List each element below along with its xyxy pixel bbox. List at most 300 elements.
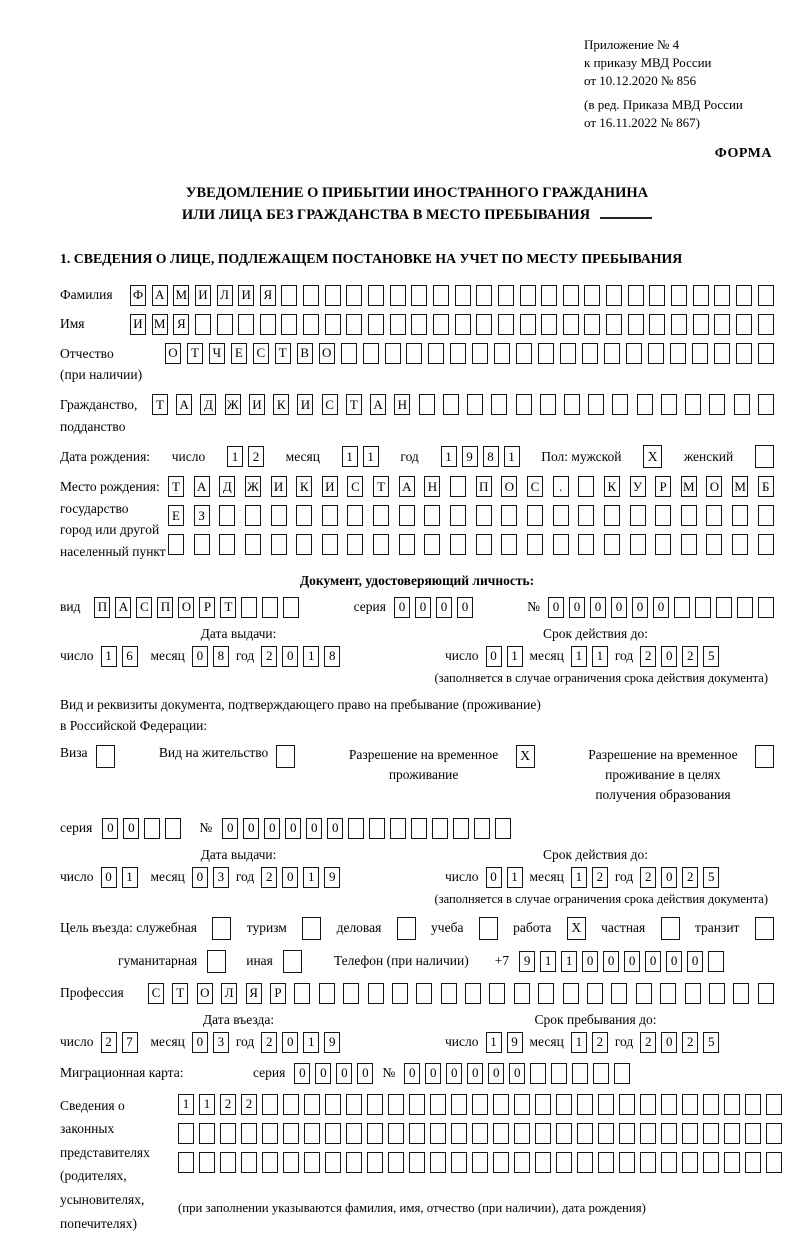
char-cell[interactable]: 1 xyxy=(540,951,556,972)
char-cell[interactable] xyxy=(535,1123,551,1144)
official-checkbox[interactable] xyxy=(212,917,231,940)
char-cell[interactable]: Н xyxy=(394,394,410,415)
char-cell[interactable] xyxy=(296,534,312,555)
char-cell[interactable] xyxy=(217,314,233,335)
char-cell[interactable]: 1 xyxy=(227,446,243,467)
char-cell[interactable] xyxy=(411,285,427,306)
char-cell[interactable]: 0 xyxy=(336,1063,352,1084)
char-cell[interactable] xyxy=(681,534,697,555)
char-cell[interactable]: 0 xyxy=(222,818,238,839)
char-cell[interactable] xyxy=(716,597,732,618)
char-cell[interactable]: 6 xyxy=(122,646,138,667)
char-cell[interactable] xyxy=(706,534,722,555)
char-cell[interactable] xyxy=(341,343,357,364)
char-cell[interactable] xyxy=(178,1123,194,1144)
char-cell[interactable] xyxy=(598,1123,614,1144)
char-cell[interactable] xyxy=(661,1123,677,1144)
char-cell[interactable] xyxy=(734,394,750,415)
private-checkbox[interactable] xyxy=(661,917,680,940)
char-cell[interactable]: 0 xyxy=(569,597,585,618)
char-cell[interactable]: Т xyxy=(152,394,168,415)
char-cell[interactable] xyxy=(614,1063,630,1084)
char-cell[interactable]: П xyxy=(476,476,492,497)
char-cell[interactable] xyxy=(424,534,440,555)
char-cell[interactable]: С xyxy=(253,343,269,364)
char-cell[interactable]: 0 xyxy=(315,1063,331,1084)
char-cell[interactable] xyxy=(577,1123,593,1144)
char-cell[interactable] xyxy=(294,983,310,1004)
char-cell[interactable]: 0 xyxy=(653,597,669,618)
char-cell[interactable]: Я xyxy=(260,285,276,306)
char-cell[interactable] xyxy=(260,314,276,335)
char-cell[interactable] xyxy=(271,505,287,526)
char-cell[interactable]: 5 xyxy=(703,646,719,667)
char-cell[interactable] xyxy=(541,314,557,335)
char-cell[interactable] xyxy=(241,597,257,618)
char-cell[interactable] xyxy=(219,505,235,526)
char-cell[interactable] xyxy=(498,314,514,335)
char-cell[interactable]: К xyxy=(296,476,312,497)
char-cell[interactable]: Р xyxy=(270,983,286,1004)
char-cell[interactable] xyxy=(758,505,774,526)
transit-checkbox[interactable] xyxy=(755,917,774,940)
char-cell[interactable] xyxy=(612,394,628,415)
char-cell[interactable] xyxy=(564,394,580,415)
char-cell[interactable]: 1 xyxy=(571,646,587,667)
char-cell[interactable] xyxy=(670,343,686,364)
char-cell[interactable] xyxy=(409,1152,425,1173)
char-cell[interactable]: К xyxy=(273,394,289,415)
char-cell[interactable]: 0 xyxy=(509,1063,525,1084)
char-cell[interactable] xyxy=(347,534,363,555)
male-checkbox[interactable]: X xyxy=(643,445,662,468)
char-cell[interactable] xyxy=(714,314,730,335)
char-cell[interactable]: 1 xyxy=(342,446,358,467)
char-cell[interactable] xyxy=(195,314,211,335)
char-cell[interactable]: А xyxy=(115,597,131,618)
char-cell[interactable]: 0 xyxy=(486,646,502,667)
char-cell[interactable]: 1 xyxy=(504,446,520,467)
char-cell[interactable]: О xyxy=(319,343,335,364)
char-cell[interactable] xyxy=(514,1123,530,1144)
char-cell[interactable]: 0 xyxy=(624,951,640,972)
char-cell[interactable] xyxy=(388,1123,404,1144)
char-cell[interactable] xyxy=(165,818,181,839)
char-cell[interactable] xyxy=(495,818,511,839)
business-checkbox[interactable] xyxy=(397,917,416,940)
char-cell[interactable] xyxy=(619,1094,635,1115)
char-cell[interactable] xyxy=(636,983,652,1004)
char-cell[interactable]: 8 xyxy=(324,646,340,667)
char-cell[interactable] xyxy=(281,285,297,306)
char-cell[interactable]: 0 xyxy=(282,1032,298,1053)
char-cell[interactable] xyxy=(535,1152,551,1173)
char-cell[interactable] xyxy=(530,1063,546,1084)
char-cell[interactable]: 0 xyxy=(192,867,208,888)
char-cell[interactable] xyxy=(451,1152,467,1173)
char-cell[interactable] xyxy=(283,1094,299,1115)
char-cell[interactable] xyxy=(604,343,620,364)
char-cell[interactable] xyxy=(325,314,341,335)
char-cell[interactable]: Т xyxy=(187,343,203,364)
char-cell[interactable] xyxy=(325,1152,341,1173)
char-cell[interactable] xyxy=(245,534,261,555)
char-cell[interactable]: П xyxy=(157,597,173,618)
char-cell[interactable]: А xyxy=(176,394,192,415)
char-cell[interactable] xyxy=(766,1123,782,1144)
char-cell[interactable]: Т xyxy=(275,343,291,364)
char-cell[interactable] xyxy=(241,1123,257,1144)
char-cell[interactable]: А xyxy=(399,476,415,497)
char-cell[interactable]: 1 xyxy=(178,1094,194,1115)
char-cell[interactable] xyxy=(527,534,543,555)
char-cell[interactable]: . xyxy=(553,476,569,497)
char-cell[interactable]: Ж xyxy=(245,476,261,497)
char-cell[interactable] xyxy=(628,314,644,335)
char-cell[interactable] xyxy=(706,505,722,526)
char-cell[interactable] xyxy=(724,1152,740,1173)
char-cell[interactable] xyxy=(527,505,543,526)
char-cell[interactable]: И xyxy=(322,476,338,497)
char-cell[interactable] xyxy=(319,983,335,1004)
char-cell[interactable] xyxy=(577,1152,593,1173)
char-cell[interactable] xyxy=(514,1094,530,1115)
char-cell[interactable] xyxy=(347,505,363,526)
char-cell[interactable]: 0 xyxy=(415,597,431,618)
char-cell[interactable] xyxy=(736,285,752,306)
char-cell[interactable]: Т xyxy=(373,476,389,497)
char-cell[interactable]: 0 xyxy=(436,597,452,618)
study-checkbox[interactable] xyxy=(479,917,498,940)
char-cell[interactable] xyxy=(433,314,449,335)
char-cell[interactable] xyxy=(538,343,554,364)
char-cell[interactable]: Т xyxy=(172,983,188,1004)
char-cell[interactable] xyxy=(604,505,620,526)
char-cell[interactable] xyxy=(578,534,594,555)
char-cell[interactable]: 0 xyxy=(285,818,301,839)
char-cell[interactable]: И xyxy=(130,314,146,335)
char-cell[interactable] xyxy=(220,1123,236,1144)
char-cell[interactable] xyxy=(406,343,422,364)
char-cell[interactable] xyxy=(628,285,644,306)
char-cell[interactable] xyxy=(433,285,449,306)
char-cell[interactable] xyxy=(303,314,319,335)
char-cell[interactable]: С xyxy=(148,983,164,1004)
char-cell[interactable] xyxy=(514,1152,530,1173)
char-cell[interactable] xyxy=(553,505,569,526)
char-cell[interactable] xyxy=(144,818,160,839)
char-cell[interactable]: М xyxy=(732,476,748,497)
char-cell[interactable] xyxy=(178,1152,194,1173)
char-cell[interactable] xyxy=(630,505,646,526)
char-cell[interactable] xyxy=(304,1123,320,1144)
char-cell[interactable]: С xyxy=(527,476,543,497)
char-cell[interactable]: Н xyxy=(424,476,440,497)
char-cell[interactable] xyxy=(758,285,774,306)
char-cell[interactable] xyxy=(732,505,748,526)
char-cell[interactable]: И xyxy=(271,476,287,497)
char-cell[interactable]: 2 xyxy=(640,867,656,888)
char-cell[interactable] xyxy=(219,534,235,555)
char-cell[interactable]: О xyxy=(178,597,194,618)
char-cell[interactable]: 1 xyxy=(363,446,379,467)
char-cell[interactable] xyxy=(346,1152,362,1173)
char-cell[interactable]: З xyxy=(194,505,210,526)
char-cell[interactable]: 1 xyxy=(571,1032,587,1053)
char-cell[interactable] xyxy=(430,1152,446,1173)
char-cell[interactable] xyxy=(584,314,600,335)
char-cell[interactable] xyxy=(455,314,471,335)
char-cell[interactable]: 0 xyxy=(282,867,298,888)
char-cell[interactable] xyxy=(411,818,427,839)
char-cell[interactable] xyxy=(682,1123,698,1144)
char-cell[interactable] xyxy=(476,285,492,306)
char-cell[interactable]: Ч xyxy=(209,343,225,364)
visa-checkbox[interactable] xyxy=(96,745,115,768)
char-cell[interactable]: 0 xyxy=(488,1063,504,1084)
char-cell[interactable] xyxy=(441,983,457,1004)
char-cell[interactable] xyxy=(430,1094,446,1115)
char-cell[interactable] xyxy=(194,534,210,555)
char-cell[interactable] xyxy=(472,343,488,364)
char-cell[interactable] xyxy=(199,1152,215,1173)
char-cell[interactable]: П xyxy=(94,597,110,618)
char-cell[interactable] xyxy=(476,534,492,555)
char-cell[interactable] xyxy=(245,505,261,526)
char-cell[interactable] xyxy=(577,1094,593,1115)
tourism-checkbox[interactable] xyxy=(302,917,321,940)
char-cell[interactable] xyxy=(368,983,384,1004)
char-cell[interactable] xyxy=(346,1094,362,1115)
char-cell[interactable] xyxy=(283,1123,299,1144)
char-cell[interactable] xyxy=(430,1123,446,1144)
char-cell[interactable] xyxy=(736,343,752,364)
char-cell[interactable] xyxy=(368,285,384,306)
char-cell[interactable] xyxy=(649,285,665,306)
char-cell[interactable] xyxy=(619,1123,635,1144)
char-cell[interactable]: 0 xyxy=(446,1063,462,1084)
char-cell[interactable]: Я xyxy=(173,314,189,335)
char-cell[interactable]: 1 xyxy=(303,646,319,667)
char-cell[interactable] xyxy=(611,983,627,1004)
char-cell[interactable]: М xyxy=(681,476,697,497)
char-cell[interactable] xyxy=(578,476,594,497)
char-cell[interactable]: 1 xyxy=(303,867,319,888)
char-cell[interactable]: 0 xyxy=(661,867,677,888)
char-cell[interactable]: 3 xyxy=(213,867,229,888)
char-cell[interactable]: А xyxy=(152,285,168,306)
char-cell[interactable] xyxy=(563,285,579,306)
char-cell[interactable] xyxy=(619,1152,635,1173)
residence-permit-checkbox[interactable] xyxy=(276,745,295,768)
char-cell[interactable] xyxy=(472,1152,488,1173)
char-cell[interactable] xyxy=(560,343,576,364)
char-cell[interactable] xyxy=(432,818,448,839)
char-cell[interactable]: 5 xyxy=(703,867,719,888)
char-cell[interactable] xyxy=(322,505,338,526)
char-cell[interactable] xyxy=(409,1094,425,1115)
char-cell[interactable]: 2 xyxy=(261,867,277,888)
char-cell[interactable] xyxy=(724,1123,740,1144)
char-cell[interactable] xyxy=(343,983,359,1004)
char-cell[interactable] xyxy=(556,1123,572,1144)
char-cell[interactable] xyxy=(660,983,676,1004)
char-cell[interactable]: 0 xyxy=(425,1063,441,1084)
char-cell[interactable] xyxy=(489,983,505,1004)
char-cell[interactable] xyxy=(304,1094,320,1115)
char-cell[interactable] xyxy=(392,983,408,1004)
char-cell[interactable] xyxy=(682,1152,698,1173)
char-cell[interactable]: 0 xyxy=(357,1063,373,1084)
char-cell[interactable]: 0 xyxy=(264,818,280,839)
char-cell[interactable] xyxy=(674,597,690,618)
char-cell[interactable]: 0 xyxy=(243,818,259,839)
char-cell[interactable]: Е xyxy=(168,505,184,526)
char-cell[interactable]: 0 xyxy=(603,951,619,972)
char-cell[interactable] xyxy=(695,597,711,618)
char-cell[interactable] xyxy=(325,1123,341,1144)
char-cell[interactable] xyxy=(419,394,435,415)
char-cell[interactable]: Т xyxy=(220,597,236,618)
char-cell[interactable] xyxy=(758,983,774,1004)
char-cell[interactable]: 1 xyxy=(571,867,587,888)
char-cell[interactable] xyxy=(520,314,536,335)
char-cell[interactable]: И xyxy=(297,394,313,415)
char-cell[interactable]: У xyxy=(630,476,646,497)
char-cell[interactable]: 0 xyxy=(282,646,298,667)
char-cell[interactable]: К xyxy=(604,476,620,497)
char-cell[interactable] xyxy=(262,1152,278,1173)
char-cell[interactable] xyxy=(538,983,554,1004)
char-cell[interactable] xyxy=(296,505,312,526)
char-cell[interactable]: 2 xyxy=(241,1094,257,1115)
char-cell[interactable]: 0 xyxy=(457,597,473,618)
char-cell[interactable]: 2 xyxy=(101,1032,117,1053)
char-cell[interactable] xyxy=(714,285,730,306)
char-cell[interactable]: 1 xyxy=(507,867,523,888)
char-cell[interactable] xyxy=(671,314,687,335)
char-cell[interactable]: 0 xyxy=(590,597,606,618)
char-cell[interactable]: 2 xyxy=(682,867,698,888)
char-cell[interactable] xyxy=(758,314,774,335)
char-cell[interactable] xyxy=(514,983,530,1004)
char-cell[interactable] xyxy=(556,1094,572,1115)
char-cell[interactable]: 8 xyxy=(213,646,229,667)
char-cell[interactable]: О xyxy=(165,343,181,364)
char-cell[interactable]: С xyxy=(347,476,363,497)
char-cell[interactable] xyxy=(606,314,622,335)
char-cell[interactable] xyxy=(758,597,774,618)
char-cell[interactable]: 0 xyxy=(582,951,598,972)
char-cell[interactable] xyxy=(766,1152,782,1173)
char-cell[interactable] xyxy=(283,597,299,618)
char-cell[interactable]: И xyxy=(238,285,254,306)
char-cell[interactable] xyxy=(606,285,622,306)
char-cell[interactable]: 0 xyxy=(687,951,703,972)
char-cell[interactable] xyxy=(553,534,569,555)
char-cell[interactable] xyxy=(304,1152,320,1173)
char-cell[interactable]: 1 xyxy=(199,1094,215,1115)
char-cell[interactable] xyxy=(516,394,532,415)
char-cell[interactable] xyxy=(491,394,507,415)
char-cell[interactable]: 1 xyxy=(507,646,523,667)
char-cell[interactable] xyxy=(732,534,748,555)
char-cell[interactable]: Я xyxy=(246,983,262,1004)
char-cell[interactable] xyxy=(587,983,603,1004)
char-cell[interactable]: 5 xyxy=(703,1032,719,1053)
char-cell[interactable] xyxy=(390,818,406,839)
char-cell[interactable]: И xyxy=(195,285,211,306)
female-checkbox[interactable] xyxy=(755,445,774,468)
char-cell[interactable]: Р xyxy=(655,476,671,497)
char-cell[interactable] xyxy=(368,314,384,335)
char-cell[interactable] xyxy=(766,1094,782,1115)
char-cell[interactable] xyxy=(630,534,646,555)
char-cell[interactable] xyxy=(692,343,708,364)
char-cell[interactable]: А xyxy=(194,476,210,497)
char-cell[interactable] xyxy=(541,285,557,306)
char-cell[interactable] xyxy=(563,983,579,1004)
char-cell[interactable]: 0 xyxy=(101,867,117,888)
char-cell[interactable]: 1 xyxy=(122,867,138,888)
char-cell[interactable]: Д xyxy=(219,476,235,497)
char-cell[interactable] xyxy=(685,983,701,1004)
char-cell[interactable]: 0 xyxy=(123,818,139,839)
char-cell[interactable] xyxy=(703,1094,719,1115)
char-cell[interactable] xyxy=(582,343,598,364)
char-cell[interactable]: 2 xyxy=(640,646,656,667)
work-checkbox[interactable]: X xyxy=(567,917,586,940)
char-cell[interactable]: 0 xyxy=(666,951,682,972)
char-cell[interactable] xyxy=(649,314,665,335)
char-cell[interactable] xyxy=(520,285,536,306)
char-cell[interactable]: Л xyxy=(221,983,237,1004)
char-cell[interactable]: 1 xyxy=(486,1032,502,1053)
char-cell[interactable]: Д xyxy=(200,394,216,415)
char-cell[interactable]: С xyxy=(322,394,338,415)
humanitarian-checkbox[interactable] xyxy=(207,950,226,973)
char-cell[interactable]: 0 xyxy=(632,597,648,618)
char-cell[interactable] xyxy=(322,534,338,555)
char-cell[interactable] xyxy=(535,1094,551,1115)
char-cell[interactable] xyxy=(220,1152,236,1173)
char-cell[interactable]: 0 xyxy=(548,597,564,618)
char-cell[interactable] xyxy=(745,1094,761,1115)
temp-residence-checkbox[interactable]: X xyxy=(516,745,535,768)
char-cell[interactable]: 0 xyxy=(306,818,322,839)
char-cell[interactable] xyxy=(238,314,254,335)
char-cell[interactable] xyxy=(455,285,471,306)
char-cell[interactable]: 9 xyxy=(519,951,535,972)
char-cell[interactable] xyxy=(540,394,556,415)
char-cell[interactable] xyxy=(655,505,671,526)
char-cell[interactable] xyxy=(450,343,466,364)
char-cell[interactable] xyxy=(648,343,664,364)
other-checkbox[interactable] xyxy=(283,950,302,973)
char-cell[interactable]: И xyxy=(249,394,265,415)
char-cell[interactable] xyxy=(714,343,730,364)
char-cell[interactable]: Ж xyxy=(225,394,241,415)
char-cell[interactable] xyxy=(604,534,620,555)
char-cell[interactable]: Л xyxy=(217,285,233,306)
char-cell[interactable] xyxy=(472,1123,488,1144)
char-cell[interactable] xyxy=(325,285,341,306)
char-cell[interactable] xyxy=(411,314,427,335)
char-cell[interactable] xyxy=(399,534,415,555)
char-cell[interactable]: 0 xyxy=(645,951,661,972)
char-cell[interactable] xyxy=(168,534,184,555)
char-cell[interactable] xyxy=(640,1123,656,1144)
